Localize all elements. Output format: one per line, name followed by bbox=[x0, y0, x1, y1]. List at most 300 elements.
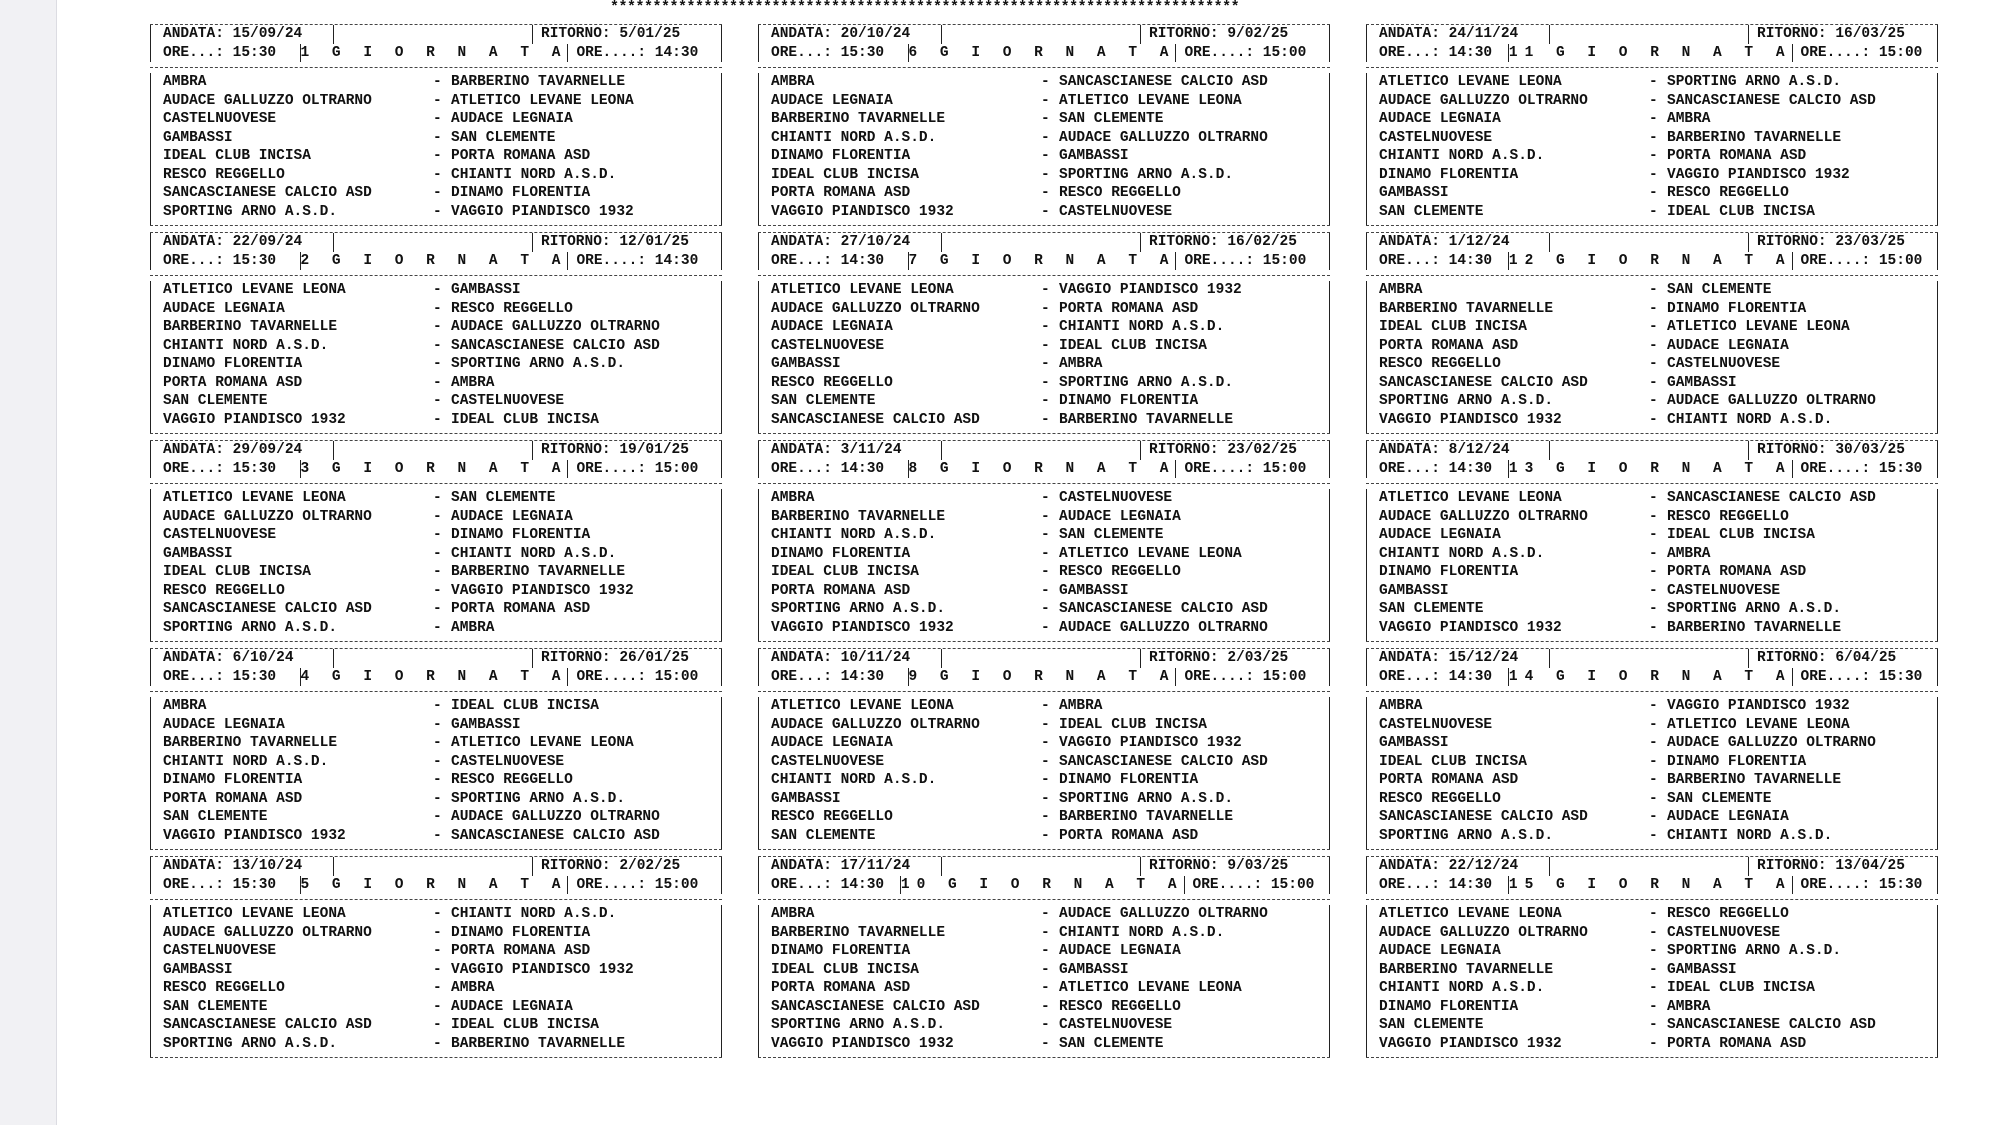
ore-label: ORE....: bbox=[576, 876, 647, 893]
away-team: RESCO REGGELLO bbox=[1667, 185, 1789, 201]
giornata-header-andata bbox=[150, 649, 722, 668]
home-team: AUDACE LEGNAIA bbox=[163, 300, 285, 317]
giornata-header-andata bbox=[150, 857, 722, 876]
ore-label: ORE....: bbox=[1800, 668, 1871, 685]
match-row bbox=[1367, 147, 1937, 166]
away-team: GAMBASSI bbox=[1667, 961, 1737, 978]
ore-ritorno-cell bbox=[1793, 44, 1937, 63]
away-team: CASTELNUOVESE bbox=[1059, 203, 1173, 220]
vs-dash: - bbox=[1649, 411, 1658, 428]
home-team: AUDACE LEGNAIA bbox=[771, 735, 893, 751]
away-team: IDEAL CLUB INCISA bbox=[451, 1017, 599, 1033]
ore-andata-cell bbox=[1367, 668, 1508, 687]
home-team: ATLETICO LEVANE LEONA bbox=[771, 282, 954, 298]
ore-andata: 14:30 bbox=[840, 668, 885, 685]
vs-dash: - bbox=[1041, 601, 1050, 617]
ore-andata-cell bbox=[759, 876, 900, 895]
vs-dash: - bbox=[1041, 300, 1050, 317]
ore-ritorno-cell bbox=[1176, 252, 1329, 271]
dashed-separator bbox=[150, 67, 722, 68]
andata-cell bbox=[759, 857, 941, 876]
ore-ritorno: 15:00 bbox=[1262, 44, 1307, 61]
away-team: SPORTING ARNO A.S.D. bbox=[1667, 601, 1842, 617]
andata-date: 20/10/24 bbox=[840, 26, 911, 42]
away-team: AMBRA bbox=[1667, 545, 1711, 562]
match-row bbox=[151, 998, 721, 1017]
home-team: AUDACE LEGNAIA bbox=[163, 716, 285, 733]
ore-label: ORE...: bbox=[771, 44, 832, 61]
ore-ritorno: 15:30 bbox=[1878, 460, 1923, 477]
vs-dash: - bbox=[1041, 943, 1050, 959]
away-team: BARBERINO TAVARNELLE bbox=[1059, 809, 1234, 825]
andata-date: 22/09/24 bbox=[232, 234, 303, 250]
match-list bbox=[150, 281, 722, 433]
home-team: CHIANTI NORD A.S.D. bbox=[163, 337, 329, 354]
vs-dash: - bbox=[433, 300, 442, 317]
away-team: AUDACE LEGNAIA bbox=[1667, 809, 1789, 825]
vs-dash: - bbox=[1649, 282, 1658, 298]
away-team: IDEAL CLUB INCISA bbox=[1667, 527, 1815, 543]
away-team: VAGGIO PIANDISCO 1932 bbox=[1667, 698, 1850, 714]
header-blank bbox=[333, 233, 533, 252]
ritorno-date: 23/03/25 bbox=[1835, 234, 1905, 250]
away-team: SANCASCIANESE CALCIO ASD bbox=[1667, 490, 1876, 506]
vs-dash: - bbox=[1649, 827, 1658, 844]
away-team: DINAMO FLORENTIA bbox=[1059, 393, 1199, 409]
vs-dash: - bbox=[1041, 393, 1050, 409]
home-team: CASTELNUOVESE bbox=[771, 337, 885, 354]
match-row bbox=[151, 129, 721, 148]
ore-ritorno: 15:00 bbox=[1878, 252, 1923, 269]
away-team: PORTA ROMANA ASD bbox=[451, 943, 591, 959]
header-blank bbox=[941, 233, 1141, 252]
vs-dash: - bbox=[1649, 508, 1658, 525]
home-team: VAGGIO PIANDISCO 1932 bbox=[771, 1035, 954, 1052]
away-team: CHIANTI NORD A.S.D. bbox=[1059, 319, 1225, 335]
vs-dash: - bbox=[433, 998, 442, 1015]
ore-label: ORE...: bbox=[1379, 668, 1440, 685]
match-row bbox=[759, 166, 1329, 185]
home-team: CASTELNUOVESE bbox=[163, 111, 277, 127]
andata-date: 29/09/24 bbox=[232, 442, 303, 458]
match-row bbox=[151, 508, 721, 527]
ritorno-cell bbox=[533, 441, 721, 460]
giornata-header-ore bbox=[758, 876, 1330, 895]
giornata-header-ore bbox=[1366, 44, 1938, 63]
ore-andata-cell bbox=[759, 668, 908, 687]
match-row bbox=[759, 184, 1329, 203]
ore-andata-cell bbox=[1367, 252, 1508, 271]
home-team: AUDACE GALLUZZO OLTRARNO bbox=[163, 924, 372, 941]
ritorno-label: RITORNO: bbox=[1149, 26, 1219, 42]
away-team: ATLETICO LEVANE LEONA bbox=[1059, 92, 1242, 109]
vs-dash: - bbox=[1041, 998, 1050, 1015]
match-list bbox=[1366, 905, 1938, 1057]
ore-label: ORE...: bbox=[1379, 252, 1440, 269]
ritorno-label: RITORNO: bbox=[541, 234, 611, 250]
home-team: CASTELNUOVESE bbox=[1379, 129, 1493, 146]
match-row bbox=[151, 337, 721, 356]
away-team: VAGGIO PIANDISCO 1932 bbox=[451, 582, 634, 599]
home-team: BARBERINO TAVARNELLE bbox=[771, 924, 946, 941]
away-team: PORTA ROMANA ASD bbox=[1667, 148, 1807, 164]
match-row bbox=[1367, 300, 1937, 319]
home-team: AUDACE GALLUZZO OLTRARNO bbox=[1379, 924, 1588, 941]
andata-cell bbox=[1367, 233, 1549, 252]
vs-dash: - bbox=[1649, 582, 1658, 599]
away-team: AMBRA bbox=[1059, 698, 1103, 714]
home-team: PORTA ROMANA ASD bbox=[163, 790, 303, 807]
ore-ritorno: 15:00 bbox=[1262, 460, 1307, 477]
vs-dash: - bbox=[433, 943, 442, 959]
home-team: SAN CLEMENTE bbox=[163, 998, 268, 1015]
vs-dash: - bbox=[433, 393, 442, 409]
ore-label: ORE....: bbox=[1184, 44, 1255, 61]
giornata-title: 8 G I O R N A T A bbox=[908, 460, 1176, 477]
vs-dash: - bbox=[1649, 619, 1658, 636]
ore-ritorno: 15:30 bbox=[1878, 876, 1923, 893]
andata-date: 27/10/24 bbox=[840, 234, 911, 250]
match-row bbox=[1367, 526, 1937, 545]
match-row bbox=[1367, 961, 1937, 980]
header-blank bbox=[1549, 233, 1749, 252]
vs-dash: - bbox=[433, 92, 442, 109]
vs-dash: - bbox=[433, 1017, 442, 1033]
home-team: DINAMO FLORENTIA bbox=[163, 356, 303, 372]
ritorno-date: 6/04/25 bbox=[1835, 650, 1897, 666]
andata-date: 1/12/24 bbox=[1448, 234, 1510, 250]
match-row bbox=[151, 942, 721, 961]
away-team: AUDACE GALLUZZO OLTRARNO bbox=[1059, 619, 1268, 636]
ritorno-label: RITORNO: bbox=[541, 442, 611, 458]
match-row bbox=[151, 790, 721, 809]
vs-dash: - bbox=[1041, 716, 1050, 733]
vs-dash: - bbox=[1649, 998, 1658, 1015]
vs-dash: - bbox=[1649, 166, 1658, 183]
match-row bbox=[1367, 110, 1937, 129]
andata-date: 10/11/24 bbox=[840, 650, 911, 666]
ore-andata-cell bbox=[759, 460, 908, 479]
ritorno-cell bbox=[1141, 649, 1329, 668]
giornata-block-10 bbox=[758, 856, 1330, 1058]
vs-dash: - bbox=[1649, 735, 1658, 751]
home-team: PORTA ROMANA ASD bbox=[1379, 337, 1519, 354]
vs-dash: - bbox=[1041, 490, 1050, 506]
home-team: BARBERINO TAVARNELLE bbox=[771, 508, 946, 525]
home-team: SANCASCIANESE CALCIO ASD bbox=[163, 601, 372, 617]
away-team: PORTA ROMANA ASD bbox=[1059, 827, 1199, 844]
ore-andata-cell bbox=[151, 44, 300, 63]
match-row bbox=[1367, 508, 1937, 527]
home-team: AUDACE LEGNAIA bbox=[1379, 111, 1501, 127]
giornata-header-ore bbox=[1366, 252, 1938, 271]
away-team: SAN CLEMENTE bbox=[451, 490, 556, 506]
ore-andata: 14:30 bbox=[840, 460, 885, 477]
giornata-header-ore bbox=[150, 44, 722, 63]
ore-ritorno-cell bbox=[568, 460, 721, 479]
ritorno-cell bbox=[533, 857, 721, 876]
dashed-separator bbox=[1366, 275, 1938, 276]
away-team: SANCASCIANESE CALCIO ASD bbox=[451, 827, 660, 844]
ore-label: ORE....: bbox=[576, 460, 647, 477]
home-team: SAN CLEMENTE bbox=[771, 827, 876, 844]
header-blank bbox=[941, 857, 1141, 876]
match-row bbox=[759, 716, 1329, 735]
match-row bbox=[759, 600, 1329, 619]
away-team: AMBRA bbox=[451, 374, 495, 391]
vs-dash: - bbox=[433, 527, 442, 543]
home-team: SANCASCIANESE CALCIO ASD bbox=[1379, 374, 1588, 391]
dashed-separator bbox=[1366, 67, 1938, 68]
ore-andata: 14:30 bbox=[1448, 668, 1493, 685]
away-team: VAGGIO PIANDISCO 1932 bbox=[451, 203, 634, 220]
match-row bbox=[759, 619, 1329, 638]
vs-dash: - bbox=[1041, 790, 1050, 807]
home-team: DINAMO FLORENTIA bbox=[1379, 998, 1519, 1015]
home-team: AUDACE GALLUZZO OLTRARNO bbox=[1379, 92, 1588, 109]
home-team: CASTELNUOVESE bbox=[163, 943, 277, 959]
dashed-separator bbox=[1366, 483, 1938, 484]
ritorno-date: 23/02/25 bbox=[1227, 442, 1297, 458]
giornata-title: 15 G I O R N A T A bbox=[1508, 876, 1792, 893]
home-team: PORTA ROMANA ASD bbox=[771, 980, 911, 996]
match-row bbox=[151, 374, 721, 393]
dashed-separator bbox=[150, 483, 722, 484]
vs-dash: - bbox=[433, 961, 442, 978]
andata-cell bbox=[1367, 649, 1549, 668]
ore-ritorno-cell bbox=[568, 44, 721, 63]
vs-dash: - bbox=[1041, 906, 1050, 922]
home-team: AMBRA bbox=[1379, 698, 1423, 714]
away-team: PORTA ROMANA ASD bbox=[451, 601, 591, 617]
home-team: PORTA ROMANA ASD bbox=[163, 374, 303, 391]
dashed-separator bbox=[758, 483, 1330, 484]
away-team: IDEAL CLUB INCISA bbox=[451, 698, 599, 714]
ritorno-date: 16/02/25 bbox=[1227, 234, 1297, 250]
andata-cell bbox=[759, 233, 941, 252]
vs-dash: - bbox=[1649, 943, 1658, 959]
match-row bbox=[151, 979, 721, 998]
ore-ritorno: 15:00 bbox=[654, 460, 699, 477]
andata-label: ANDATA: bbox=[771, 234, 832, 250]
match-row bbox=[1367, 1016, 1937, 1035]
ritorno-label: RITORNO: bbox=[541, 26, 611, 42]
andata-cell bbox=[151, 857, 333, 876]
away-team: PORTA ROMANA ASD bbox=[1667, 564, 1807, 580]
home-team: CASTELNUOVESE bbox=[771, 753, 885, 770]
ore-andata-cell bbox=[1367, 44, 1508, 63]
vs-dash: - bbox=[1649, 185, 1658, 201]
andata-date: 15/09/24 bbox=[232, 26, 303, 42]
vs-dash: - bbox=[1649, 393, 1658, 409]
giornata-title: 14 G I O R N A T A bbox=[1508, 668, 1792, 685]
home-team: PORTA ROMANA ASD bbox=[771, 185, 911, 201]
match-row bbox=[759, 545, 1329, 564]
giornata-header-ore bbox=[1366, 876, 1938, 895]
giornata-block-9 bbox=[758, 648, 1330, 850]
giornata-block-3 bbox=[150, 440, 722, 642]
vs-dash: - bbox=[1041, 148, 1050, 164]
vs-dash: - bbox=[1649, 319, 1658, 335]
away-team: GAMBASSI bbox=[1667, 374, 1737, 391]
match-row bbox=[151, 73, 721, 92]
vs-dash: - bbox=[1649, 337, 1658, 354]
match-row bbox=[151, 924, 721, 943]
match-list bbox=[1366, 73, 1938, 225]
match-list bbox=[1366, 281, 1938, 433]
away-team: SAN CLEMENTE bbox=[1059, 111, 1164, 127]
giornata-block-14 bbox=[1366, 648, 1938, 850]
home-team: RESCO REGGELLO bbox=[1379, 790, 1501, 807]
away-team: CHIANTI NORD A.S.D. bbox=[1059, 924, 1225, 941]
giornata-header-ore bbox=[1366, 668, 1938, 687]
away-team: AMBRA bbox=[451, 980, 495, 996]
vs-dash: - bbox=[433, 203, 442, 220]
match-list bbox=[758, 489, 1330, 641]
match-list bbox=[1366, 697, 1938, 849]
home-team: SANCASCIANESE CALCIO ASD bbox=[771, 998, 980, 1015]
match-row bbox=[151, 697, 721, 716]
ritorno-cell bbox=[533, 649, 721, 668]
match-row bbox=[759, 318, 1329, 337]
andata-label: ANDATA: bbox=[1379, 858, 1440, 874]
home-team: SAN CLEMENTE bbox=[771, 393, 876, 409]
left-gutter bbox=[0, 0, 57, 1125]
ritorno-date: 2/02/25 bbox=[619, 858, 681, 874]
vs-dash: - bbox=[433, 166, 442, 183]
home-team: DINAMO FLORENTIA bbox=[771, 545, 911, 562]
vs-dash: - bbox=[1041, 111, 1050, 127]
giornata-header-andata bbox=[150, 25, 722, 44]
vs-dash: - bbox=[1649, 1035, 1658, 1052]
star-divider: ************************************************************************** bbox=[610, 0, 1240, 16]
vs-dash: - bbox=[1649, 772, 1658, 788]
home-team: SANCASCIANESE CALCIO ASD bbox=[771, 411, 980, 428]
away-team: CASTELNUOVESE bbox=[1667, 582, 1781, 599]
away-team: SPORTING ARNO A.S.D. bbox=[451, 790, 626, 807]
home-team: AMBRA bbox=[771, 906, 815, 922]
match-row bbox=[759, 582, 1329, 601]
away-team: AUDACE GALLUZZO OLTRARNO bbox=[451, 809, 660, 825]
vs-dash: - bbox=[1649, 129, 1658, 146]
home-team: AUDACE LEGNAIA bbox=[771, 92, 893, 109]
giornata-title: 12 G I O R N A T A bbox=[1508, 252, 1792, 269]
ore-label: ORE...: bbox=[771, 876, 832, 893]
away-team: CHIANTI NORD A.S.D. bbox=[451, 906, 617, 922]
ore-label: ORE....: bbox=[1800, 44, 1871, 61]
home-team: SANCASCIANESE CALCIO ASD bbox=[163, 1017, 372, 1033]
away-team: CASTELNUOVESE bbox=[1059, 1017, 1173, 1033]
match-row bbox=[151, 1016, 721, 1035]
ritorno-label: RITORNO: bbox=[1757, 442, 1827, 458]
ore-andata: 14:30 bbox=[840, 252, 885, 269]
home-team: ATLETICO LEVANE LEONA bbox=[163, 490, 346, 506]
vs-dash: - bbox=[433, 337, 442, 354]
header-blank bbox=[941, 25, 1141, 44]
dashed-separator bbox=[758, 691, 1330, 692]
andata-cell bbox=[759, 649, 941, 668]
away-team: BARBERINO TAVARNELLE bbox=[451, 1035, 626, 1052]
match-row bbox=[151, 92, 721, 111]
giornata-title: 10 G I O R N A T A bbox=[900, 876, 1184, 893]
match-row bbox=[151, 355, 721, 374]
vs-dash: - bbox=[433, 790, 442, 807]
ore-andata-cell bbox=[151, 876, 300, 895]
home-team: DINAMO FLORENTIA bbox=[771, 148, 911, 164]
ritorno-date: 9/03/25 bbox=[1227, 858, 1289, 874]
home-team: RESCO REGGELLO bbox=[163, 166, 285, 183]
home-team: BARBERINO TAVARNELLE bbox=[1379, 300, 1554, 317]
ritorno-cell bbox=[1141, 441, 1329, 460]
home-team: GAMBASSI bbox=[1379, 185, 1449, 201]
home-team: VAGGIO PIANDISCO 1932 bbox=[1379, 1035, 1562, 1052]
match-row bbox=[759, 337, 1329, 356]
andata-label: ANDATA: bbox=[163, 442, 224, 458]
away-team: IDEAL CLUB INCISA bbox=[1667, 980, 1815, 996]
match-row bbox=[759, 998, 1329, 1017]
match-row bbox=[759, 1035, 1329, 1054]
away-team: AUDACE LEGNAIA bbox=[451, 508, 573, 525]
home-team: AUDACE LEGNAIA bbox=[771, 319, 893, 335]
ritorno-label: RITORNO: bbox=[1149, 650, 1219, 666]
fixture-page bbox=[150, 0, 1940, 1125]
away-team: CASTELNUOVESE bbox=[1667, 356, 1781, 372]
away-team: CASTELNUOVESE bbox=[451, 393, 565, 409]
ore-andata: 15:30 bbox=[232, 876, 277, 893]
giornata-header-ore bbox=[150, 252, 722, 271]
vs-dash: - bbox=[1649, 809, 1658, 825]
vs-dash: - bbox=[1041, 129, 1050, 146]
away-team: IDEAL CLUB INCISA bbox=[1059, 337, 1207, 354]
away-team: AUDACE GALLUZZO OLTRARNO bbox=[451, 319, 660, 335]
vs-dash: - bbox=[433, 490, 442, 506]
away-team: AMBRA bbox=[451, 619, 495, 636]
andata-cell bbox=[1367, 25, 1549, 44]
home-team: GAMBASSI bbox=[163, 545, 233, 562]
andata-cell bbox=[151, 649, 333, 668]
home-team: IDEAL CLUB INCISA bbox=[771, 564, 919, 580]
match-row bbox=[1367, 942, 1937, 961]
ritorno-cell bbox=[1749, 441, 1937, 460]
away-team: CHIANTI NORD A.S.D. bbox=[1667, 411, 1833, 428]
away-team: GAMBASSI bbox=[1059, 148, 1129, 164]
giornata-header-andata bbox=[1366, 25, 1938, 44]
header-blank bbox=[333, 441, 533, 460]
ore-ritorno-cell bbox=[568, 252, 721, 271]
ore-andata: 15:30 bbox=[840, 44, 885, 61]
match-row bbox=[759, 961, 1329, 980]
match-row bbox=[1367, 129, 1937, 148]
away-team: CHIANTI NORD A.S.D. bbox=[1667, 827, 1833, 844]
away-team: SANCASCIANESE CALCIO ASD bbox=[1059, 753, 1268, 770]
match-row bbox=[151, 526, 721, 545]
away-team: CASTELNUOVESE bbox=[1667, 924, 1781, 941]
andata-date: 8/12/24 bbox=[1448, 442, 1510, 458]
vs-dash: - bbox=[1649, 961, 1658, 978]
header-blank bbox=[333, 649, 533, 668]
match-row bbox=[151, 184, 721, 203]
vs-dash: - bbox=[433, 716, 442, 733]
ore-label: ORE...: bbox=[771, 668, 832, 685]
home-team: VAGGIO PIANDISCO 1932 bbox=[1379, 619, 1562, 636]
vs-dash: - bbox=[1649, 545, 1658, 562]
ritorno-label: RITORNO: bbox=[1149, 858, 1219, 874]
match-row bbox=[1367, 203, 1937, 222]
away-team: IDEAL CLUB INCISA bbox=[1667, 203, 1815, 220]
giornata-title: 13 G I O R N A T A bbox=[1508, 460, 1792, 477]
home-team: AMBRA bbox=[163, 74, 207, 90]
home-team: AUDACE LEGNAIA bbox=[1379, 943, 1501, 959]
